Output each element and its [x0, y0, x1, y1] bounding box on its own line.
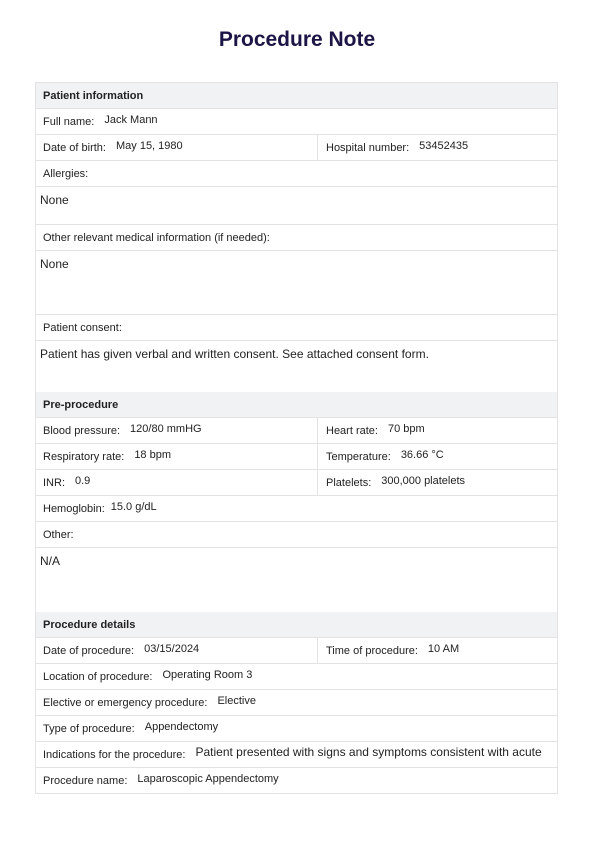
procedure-note-form	[35, 82, 558, 794]
consent-label-row	[36, 315, 557, 341]
type-row	[36, 716, 557, 742]
inr-label: INR:	[43, 476, 65, 489]
date-of-birth-field[interactable]	[36, 135, 318, 160]
blood-pressure-field[interactable]	[36, 418, 318, 443]
full-name-field[interactable]	[36, 109, 557, 134]
rr-temp-row	[36, 444, 557, 470]
full-name-value: Jack Mann	[104, 113, 158, 126]
respiratory-rate-field[interactable]	[36, 444, 318, 469]
date-time-row	[36, 638, 557, 664]
hemoglobin-label: Hemoglobin:	[43, 502, 105, 515]
allergies-textarea[interactable]	[36, 187, 557, 225]
platelets-field[interactable]	[318, 470, 557, 495]
respiratory-rate-value: 18 bpm	[134, 448, 172, 461]
indications-row	[36, 742, 557, 768]
section-header-patient-information: Patient information	[36, 83, 557, 109]
procedure-name-label: Procedure name:	[43, 774, 128, 787]
bp-hr-row	[36, 418, 557, 444]
inr-field[interactable]	[36, 470, 318, 495]
other-medical-info-textarea[interactable]	[36, 251, 557, 315]
full-name-label: Full name:	[43, 115, 95, 128]
location-row	[36, 664, 557, 690]
temperature-label: Temperature:	[326, 450, 391, 463]
type-of-procedure-value: Appendectomy	[144, 720, 219, 733]
elective-row	[36, 690, 557, 716]
other-textarea[interactable]	[36, 548, 557, 612]
other-info-label-row	[36, 225, 557, 251]
platelets-value: 300,000 platelets	[381, 474, 466, 487]
date-of-procedure-label: Date of procedure:	[43, 644, 135, 657]
location-of-procedure-label: Location of procedure:	[43, 670, 153, 683]
inr-platelets-row	[36, 470, 557, 496]
patient-consent-textarea[interactable]	[36, 341, 557, 392]
heart-rate-field[interactable]	[318, 418, 557, 443]
procedure-name-value: Laparoscopic Appendectomy	[137, 772, 279, 785]
inr-value: 0.9	[75, 474, 91, 487]
type-of-procedure-label: Type of procedure:	[43, 722, 135, 735]
hemoglobin-row	[36, 496, 557, 522]
location-of-procedure-field[interactable]	[36, 664, 557, 689]
other-label-row	[36, 522, 557, 548]
date-of-procedure-value: 03/15/2024	[144, 642, 200, 655]
hemoglobin-field[interactable]	[36, 496, 557, 521]
type-of-procedure-field[interactable]	[36, 716, 557, 741]
respiratory-rate-label: Respiratory rate:	[43, 450, 125, 463]
allergies-value: None	[40, 193, 69, 207]
other-medical-info-label: Other relevant medical information (if needed):	[43, 231, 270, 244]
elective-or-emergency-value: Elective	[217, 694, 256, 707]
indications-label: Indications for the procedure:	[43, 748, 186, 761]
platelets-label: Platelets:	[326, 476, 372, 489]
section-header-pre-procedure: Pre-procedure	[36, 392, 557, 418]
date-of-procedure-field[interactable]	[36, 638, 318, 663]
other-medical-info-value: None	[40, 257, 69, 271]
dob-hospital-row	[36, 135, 557, 161]
section-header-procedure-details: Procedure details	[36, 612, 557, 638]
time-of-procedure-label: Time of procedure:	[326, 644, 418, 657]
page-title: Procedure Note	[218, 28, 376, 51]
location-of-procedure-value: Operating Room 3	[162, 668, 253, 681]
temperature-value: 36.66 °C	[400, 448, 444, 461]
indications-value: Patient presented with signs and symptoms consistent with acute	[195, 744, 542, 759]
hospital-number-field[interactable]	[318, 135, 557, 160]
elective-or-emergency-field[interactable]	[36, 690, 557, 715]
time-of-procedure-field[interactable]	[318, 638, 557, 663]
elective-or-emergency-label: Elective or emergency procedure:	[43, 696, 208, 709]
other-value: N/A	[40, 554, 61, 568]
date-of-birth-label: Date of birth:	[43, 141, 106, 154]
indications-field[interactable]	[36, 742, 557, 767]
full-name-row	[36, 109, 557, 135]
date-of-birth-value: May 15, 1980	[115, 139, 183, 152]
blood-pressure-value: 120/80 mmHG	[130, 422, 202, 435]
hospital-number-label: Hospital number:	[326, 141, 410, 154]
time-of-procedure-value: 10 AM	[427, 642, 460, 655]
patient-consent-label: Patient consent:	[43, 321, 122, 334]
heart-rate-label: Heart rate:	[326, 424, 378, 437]
procedure-name-row	[36, 768, 557, 794]
temperature-field[interactable]	[318, 444, 557, 469]
hospital-number-value: 53452435	[419, 139, 469, 152]
heart-rate-value: 70 bpm	[387, 422, 425, 435]
allergies-label-row	[36, 161, 557, 187]
allergies-label: Allergies:	[43, 167, 89, 180]
blood-pressure-label: Blood pressure:	[43, 424, 121, 437]
patient-consent-value: Patient has given verbal and written consent. See attached consent form.	[40, 347, 429, 361]
hemoglobin-value: 15.0 g/dL	[110, 500, 157, 513]
procedure-name-field[interactable]	[36, 768, 557, 793]
other-label: Other:	[43, 528, 74, 541]
